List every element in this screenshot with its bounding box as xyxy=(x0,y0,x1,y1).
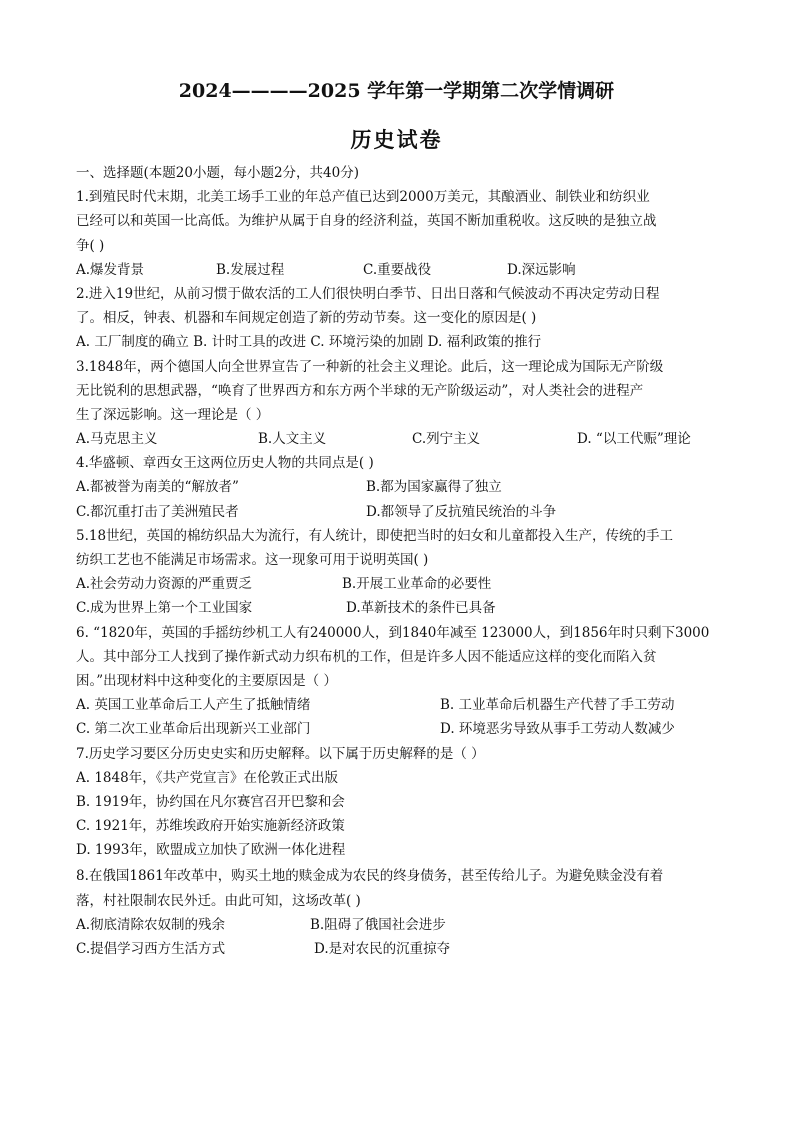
question-stem-line: 了。相反，钟表、机器和车间规定创造了新的劳动节奏。这一变化的原因是( ) xyxy=(76,310,537,327)
question-options xyxy=(76,937,731,961)
question-stem-line: 2.进入19世纪，从前习惯于做农活的工人们很快明白季节、日出日落和气候波动不再决定劳动日程 xyxy=(76,285,660,302)
option-a[interactable]: A.都被誉为南美的“解放者” xyxy=(76,479,239,496)
question-8 xyxy=(76,864,731,961)
option-d[interactable]: D.革新技术的条件已具备 xyxy=(346,600,496,617)
option-b[interactable]: B. 工业革命后机器生产代替了手工劳动 xyxy=(440,697,675,714)
option-c[interactable]: C. 1921年，苏维埃政府开始实施新经济政策 xyxy=(76,818,345,835)
question-options-line[interactable]: A. 工厂制度的确立 B. 计时工具的改进 C. 环境污染的加剧 D. 福利政策的推行 xyxy=(76,334,542,351)
exam-title: 2024————2025 学年第一学期第二次学情调研 xyxy=(178,80,615,102)
question-options xyxy=(76,500,731,524)
option-c[interactable]: C.列宁主义 xyxy=(412,431,481,448)
question-stem-line: 无比锐利的思想武器，“唤育了世界西方和东方两个半球的无产阶级运动”，对人类社会的进程产 xyxy=(76,382,644,399)
question-2 xyxy=(76,282,731,355)
option-a[interactable]: A.爆发背景 xyxy=(76,261,145,278)
option-d[interactable]: D. 1993年，欧盟成立加快了欧洲一体化进程 xyxy=(76,842,346,859)
option-b[interactable]: B.发展过程 xyxy=(216,261,285,278)
question-options xyxy=(76,596,731,620)
question-stem-line: 8.在俄国1861年改革中，购买土地的赎金成为农民的终身债务，甚至传给儿子。为避免赎金没有着 xyxy=(76,868,664,885)
question-stem-line: 5.18世纪，英国的棉纺织品大为流行，有人统计，即使把当时的妇女和儿童都投入生产，传统的手工 xyxy=(76,527,674,544)
option-d[interactable]: D. 环境恶劣导致从事手工劳动人数减少 xyxy=(440,721,675,738)
option-a[interactable]: A. 英国工业革命后工人产生了抵触情绪 xyxy=(76,697,311,714)
question-options xyxy=(76,572,731,596)
question-1 xyxy=(76,185,731,282)
option-d[interactable]: D.深远影响 xyxy=(507,261,576,278)
question-7 xyxy=(76,742,731,863)
question-stem-line: 1.到殖民时代末期，北美工场手工业的年总产值已达到2000万美元，其酿酒业、制铁业和纺织业 xyxy=(76,189,650,206)
option-c[interactable]: C.提倡学习西方生活方式 xyxy=(76,941,226,957)
question-stem-line: 人。其中部分工人找到了操作新式动力织布机的工作，但是许多人因不能适应这样的变化而陷入贫 xyxy=(76,648,657,665)
question-stem-line: 4.华盛顿、章西女王这两位历史人物的共同点是( ) xyxy=(76,455,374,472)
option-b[interactable]: B.阻碍了俄国社会进步 xyxy=(310,916,446,933)
option-b[interactable]: B.人文主义 xyxy=(258,431,327,448)
option-a[interactable]: A.马克思主义 xyxy=(76,431,158,448)
option-c[interactable]: C.成为世界上第一个工业国家 xyxy=(76,600,253,617)
exam-content xyxy=(76,161,731,961)
option-d[interactable]: D.都领导了反抗殖民统治的斗争 xyxy=(366,503,557,520)
option-c[interactable]: C.都沉重打击了美洲殖民者 xyxy=(76,503,239,520)
question-stem-line: 困。”出现材料中这种变化的主要原因是（ ） xyxy=(76,672,337,689)
question-options xyxy=(76,717,731,741)
question-stem-line: 已经可以和英国一比高低。为维护从属于自身的经济利益，英国不断加重税收。这反映的是独立战 xyxy=(76,213,657,230)
section-heading: 一、选择题(本题20小题，每小题2分，共40分) xyxy=(76,165,359,181)
option-b[interactable]: B.都为国家赢得了独立 xyxy=(366,479,502,496)
option-c[interactable]: C.重要战役 xyxy=(363,261,432,278)
question-5 xyxy=(76,524,731,621)
question-stem-line: 6. “1820年，英国的手摇纺纱机工人有240000人，到1840年减至 123000人，到1856年时只剩下3000 xyxy=(76,624,710,641)
option-c[interactable]: C. 第二次工业革命后出现新兴工业部门 xyxy=(76,721,311,738)
option-d[interactable]: D.是对农民的沉重掠夺 xyxy=(314,941,451,957)
question-options xyxy=(76,258,731,282)
question-4 xyxy=(76,451,731,524)
option-b[interactable]: B. 1919年，协约国在凡尔赛宫召开巴黎和会 xyxy=(76,793,345,810)
question-stem-line: 落，村社限制农民外迁。由此可知，这场改革( ) xyxy=(76,892,361,909)
question-stem-line: 纺织工艺也不能满足市场需求。这一现象可用于说明英国( ) xyxy=(76,552,429,568)
option-a[interactable]: A.社会劳动力资源的严重贾乏 xyxy=(76,576,253,593)
question-6 xyxy=(76,621,731,742)
question-stem-line: 生了深远影响。这一理论是（ ） xyxy=(76,406,270,423)
option-b[interactable]: B.开展工业革命的必要性 xyxy=(342,576,492,593)
option-d[interactable]: D. “以工代赈”理论 xyxy=(577,431,691,448)
question-stem-line: 7.历史学习要区分历史史实和历史解释。以下属于历史解释的是（ ） xyxy=(76,745,485,762)
question-stem-line: 3.1848年，两个德国人向全世界宣告了一种新的社会主义理论。此后，这一理论成为国际无产阶级 xyxy=(76,358,664,375)
option-a[interactable]: A.彻底清除农奴制的残余 xyxy=(76,916,226,933)
exam-subtitle: 历史试卷 xyxy=(350,127,443,152)
question-options xyxy=(76,693,731,717)
question-3 xyxy=(76,355,731,452)
question-options xyxy=(76,913,731,937)
option-a[interactable]: A. 1848年，《共产党宣言》在伦敦正式出版 xyxy=(76,769,338,786)
question-stem-line: 争( ) xyxy=(76,237,105,254)
question-options xyxy=(76,475,731,499)
question-options xyxy=(76,427,731,451)
